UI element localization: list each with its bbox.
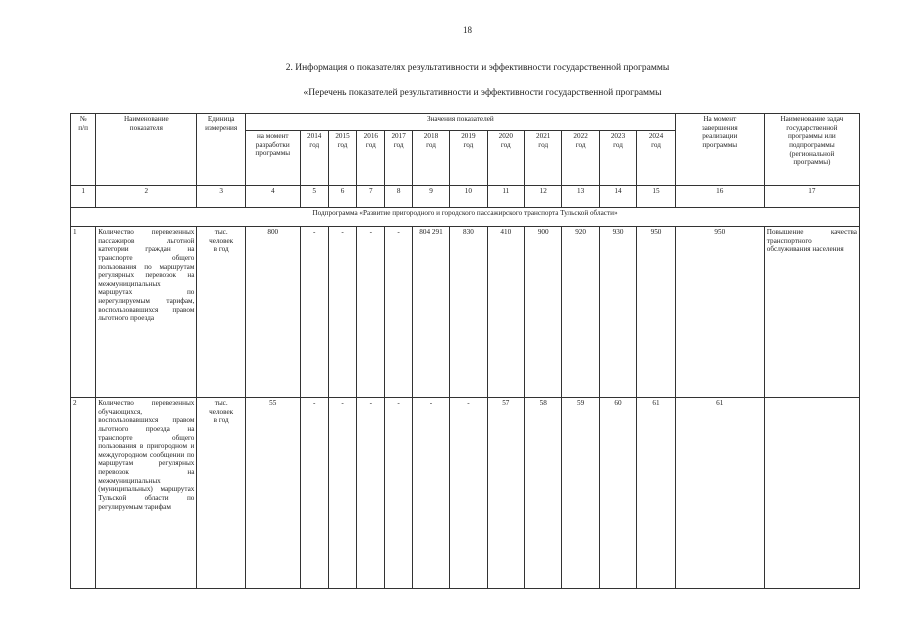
value-at-development: 55	[245, 398, 300, 589]
year-value: 804 291	[412, 227, 449, 398]
task-name	[764, 398, 859, 589]
year-value: -	[300, 227, 328, 398]
header-year: 2024 год	[637, 131, 676, 186]
header-year: 2017 год	[385, 131, 412, 186]
header-year: 2020 год	[487, 131, 524, 186]
column-number: 9	[412, 186, 449, 208]
column-number: 5	[300, 186, 328, 208]
header-tasks: Наименование задач государственной программы или подпрограммы (региональной программы)	[764, 114, 859, 186]
value-at-development: 800	[245, 227, 300, 398]
header-num: № п/п	[71, 114, 96, 186]
year-value: 57	[487, 398, 524, 589]
year-value: 920	[562, 227, 599, 398]
header-at-dev: на момент разработки программы	[245, 131, 300, 186]
column-number: 4	[245, 186, 300, 208]
task-name: Повышение качества транспортного обслуживания населения	[764, 227, 859, 398]
subprogram-title: Подпрограмма «Развитие пригородного и городского пассажирского транспорта Тульской области»	[71, 208, 860, 227]
column-number: 17	[764, 186, 859, 208]
value-at-completion: 950	[675, 227, 764, 398]
column-number: 16	[675, 186, 764, 208]
unit-cell: тыс. человек в год	[197, 227, 246, 398]
year-value: 61	[637, 398, 676, 589]
column-numbers-row	[71, 186, 860, 208]
row-number: 1	[71, 227, 96, 398]
column-number: 14	[599, 186, 636, 208]
header-year: 2016 год	[357, 131, 385, 186]
year-value: 58	[525, 398, 562, 589]
year-value: -	[385, 398, 412, 589]
value-at-completion: 61	[675, 398, 764, 589]
header-year: 2019 год	[450, 131, 487, 186]
header-name: Наименование показателя	[96, 114, 197, 186]
indicator-name: Количество перевезенных пассажиров льготной категории граждан на транспорте общего пользования по маршрутам регулярных перевозок на межмуниципальных маршрутах по нерегулируемым тарифам, воспользовавшихся правом льготного проезда	[96, 227, 197, 398]
column-number: 6	[328, 186, 356, 208]
year-value: -	[357, 398, 385, 589]
column-number: 7	[357, 186, 385, 208]
subprogram-row	[71, 208, 860, 227]
column-number: 15	[637, 186, 676, 208]
year-value: 60	[599, 398, 636, 589]
column-number: 12	[525, 186, 562, 208]
header-year: 2014 год	[300, 131, 328, 186]
section-heading: 2. Информация о показателях результативности и эффективности государственной программы	[285, 63, 670, 73]
column-number: 8	[385, 186, 412, 208]
header-year: 2023 год	[599, 131, 636, 186]
year-value: 950	[637, 227, 676, 398]
year-value: 410	[487, 227, 524, 398]
year-value: -	[450, 398, 487, 589]
table-row	[71, 227, 860, 398]
header-year: 2022 год	[562, 131, 599, 186]
header-year: 2015 год	[328, 131, 356, 186]
year-value: -	[328, 398, 356, 589]
column-number: 1	[71, 186, 96, 208]
column-number: 11	[487, 186, 524, 208]
unit-cell: тыс. человек в год	[197, 398, 246, 589]
indicator-name: Количество перевезенных обучающихся, воспользовавшихся правом льготного проезда на транспорте общего пользования в пригородном и междугородном сообщении по маршрутам регулярных перевозок на межмуниципальных (муниципальных) маршрутах Тульской области по регулируемым тарифам	[96, 398, 197, 589]
year-value: -	[300, 398, 328, 589]
year-value: -	[385, 227, 412, 398]
year-value: -	[412, 398, 449, 589]
year-value: -	[328, 227, 356, 398]
year-value: 900	[525, 227, 562, 398]
year-value: -	[357, 227, 385, 398]
column-number: 13	[562, 186, 599, 208]
header-at-completion: На момент завершения реализации программы	[675, 114, 764, 186]
indicators-table	[70, 113, 860, 589]
column-number: 10	[450, 186, 487, 208]
year-value: 59	[562, 398, 599, 589]
header-year: 2021 год	[525, 131, 562, 186]
header-unit: Единица измерения	[197, 114, 246, 186]
row-number: 2	[71, 398, 96, 589]
year-value: 930	[599, 227, 636, 398]
page-number: 18	[463, 25, 472, 35]
header-values-group: Значения показателей	[245, 114, 675, 131]
year-value: 830	[450, 227, 487, 398]
column-number: 3	[197, 186, 246, 208]
table-row	[71, 398, 860, 589]
header-row-1	[71, 114, 860, 131]
table-caption: «Перечень показателей результативности и эффективности государственной программы	[303, 88, 662, 98]
column-number: 2	[96, 186, 197, 208]
header-year: 2018 год	[412, 131, 449, 186]
